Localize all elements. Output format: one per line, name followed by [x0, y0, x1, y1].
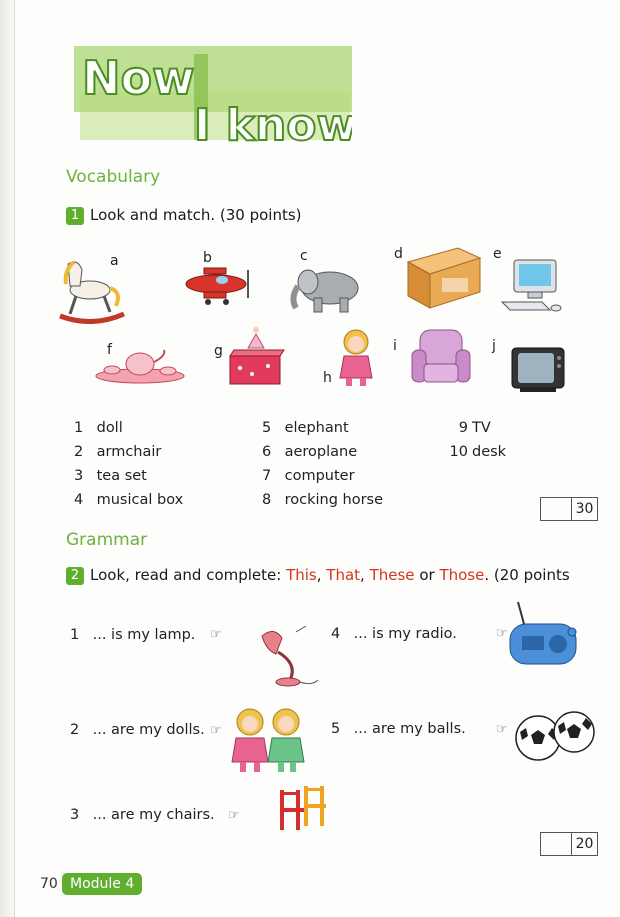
- word-list-column-2: [262, 416, 383, 512]
- score-entry-field[interactable]: [541, 833, 572, 855]
- pointing-hand-icon: ☞: [496, 626, 508, 641]
- word-item: 10 desk: [449, 444, 507, 460]
- picture-letter-h: h: [323, 370, 332, 386]
- balls-picture: [512, 708, 598, 764]
- module-badge: Module 4: [62, 873, 142, 895]
- sentence-4: 4 ... is my radio.: [331, 626, 457, 642]
- vocabulary-task-text: Look and match. (30 points): [90, 206, 302, 224]
- picture-letter-f: f: [107, 342, 112, 358]
- picture-letter-j: j: [492, 338, 496, 354]
- rocking-horse-picture: [56, 256, 128, 324]
- word-that: That: [326, 566, 361, 584]
- title-word-i-know: I know: [194, 100, 352, 151]
- elephant-picture: [288, 264, 364, 316]
- word-these: These: [369, 566, 415, 584]
- pointing-hand-icon: ☞: [228, 808, 240, 823]
- sentence-2: 2 ... are my dolls.: [70, 722, 205, 738]
- armchair-picture: [408, 326, 474, 390]
- word-item: 9 TV: [458, 420, 491, 436]
- word-item: 8 rocking horse: [262, 492, 384, 508]
- task-number-badge: 2: [66, 567, 84, 585]
- word-item: 4 musical box: [74, 492, 184, 508]
- score-entry-field[interactable]: [541, 498, 572, 520]
- musical-box-picture: [222, 322, 288, 388]
- sentence-3: 3 ... are my chairs.: [70, 807, 215, 823]
- word-item: 5 elephant: [262, 420, 349, 436]
- vocabulary-task: [66, 206, 302, 225]
- title-word-now: Now: [82, 51, 195, 105]
- sentence-1: 1 ... is my lamp.: [70, 627, 196, 643]
- pointing-hand-icon: ☞: [210, 627, 222, 642]
- sentence-5: 5 ... are my balls.: [331, 721, 466, 737]
- score-max: 20: [575, 836, 594, 852]
- tv-picture: [510, 344, 566, 394]
- word-item: 7 computer: [262, 468, 355, 484]
- picture-letter-e: e: [493, 246, 502, 262]
- dolls-picture: [228, 706, 310, 776]
- word-list-column-3: [444, 416, 506, 464]
- now-i-know-title: [74, 44, 352, 152]
- word-item: 2 armchair: [74, 444, 162, 460]
- picture-letter-g: g: [214, 343, 223, 359]
- pointing-hand-icon: ☞: [496, 722, 508, 737]
- radio-picture: [500, 598, 582, 670]
- word-item: 6 aeroplane: [262, 444, 358, 460]
- vocabulary-score-box[interactable]: [540, 497, 598, 521]
- picture-letter-a: a: [110, 253, 119, 269]
- grammar-score-box[interactable]: [540, 832, 598, 856]
- grammar-task: 2 Look, read and complete: This, That, These or Those. (20 points: [66, 566, 606, 585]
- word-list-column-1: [74, 416, 183, 512]
- lamp-picture: [252, 624, 324, 690]
- word-item: 1 doll: [74, 420, 123, 436]
- word-those: Those: [439, 566, 485, 584]
- aeroplane-picture: [178, 264, 254, 306]
- task-number-badge: 1: [66, 207, 84, 225]
- grammar-heading: Grammar: [66, 530, 148, 550]
- pointing-hand-icon: ☞: [210, 723, 222, 738]
- score-max: 30: [575, 501, 594, 517]
- picture-letter-c: c: [300, 248, 308, 264]
- page-binding-edge: [0, 0, 15, 917]
- picture-letter-i: i: [393, 338, 397, 354]
- picture-letter-d: d: [394, 246, 403, 262]
- page-number: 70: [40, 876, 58, 892]
- computer-picture: [500, 256, 564, 314]
- desk-picture: [402, 242, 484, 314]
- picture-letter-b: b: [203, 250, 212, 266]
- vocabulary-heading: Vocabulary: [66, 167, 161, 187]
- word-this: This: [286, 566, 317, 584]
- tea-set-picture: [94, 346, 186, 384]
- chairs-picture: [274, 782, 330, 832]
- doll-picture: [334, 328, 378, 388]
- word-item: 3 tea set: [74, 468, 147, 484]
